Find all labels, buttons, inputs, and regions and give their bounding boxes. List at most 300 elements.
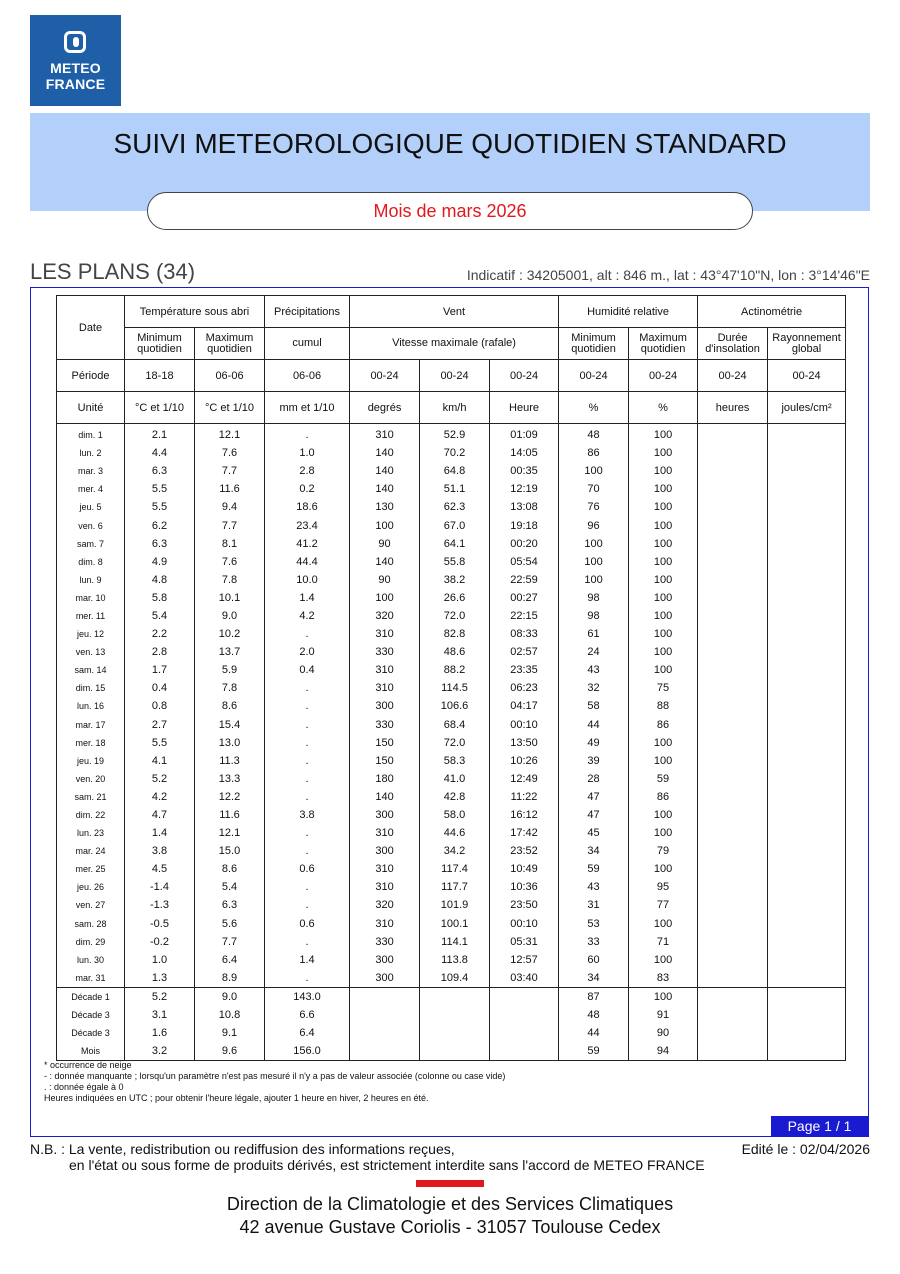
- table-row: [57, 607, 846, 625]
- table-cell: 3.8: [265, 806, 350, 824]
- table-cell: [768, 915, 846, 933]
- table-cell: 330: [350, 716, 420, 734]
- table-row: [57, 571, 846, 589]
- table-cell: 0.4: [265, 661, 350, 679]
- table-cell: 114.5: [420, 679, 490, 697]
- station-name: LES PLANS (34): [30, 259, 196, 284]
- table-cell: 1.4: [265, 589, 350, 607]
- table-cell: [768, 1006, 846, 1024]
- table-cell: 58.0: [420, 806, 490, 824]
- table-cell: 90: [350, 571, 420, 589]
- table-cell: 140: [350, 788, 420, 806]
- table-cell: 9.0: [195, 607, 265, 625]
- table-cell: 4.2: [265, 607, 350, 625]
- table-cell: 10.2: [195, 625, 265, 643]
- table-cell: [698, 1006, 768, 1024]
- table-cell: 100: [629, 498, 698, 516]
- table-cell: [768, 788, 846, 806]
- table-cell: 100: [629, 734, 698, 752]
- month-label: Mois de mars 2026: [147, 192, 753, 230]
- row-label: ven. 27: [57, 896, 125, 914]
- period-label: Période: [57, 360, 125, 392]
- row-label: sam. 14: [57, 661, 125, 679]
- table-cell: 8.9: [195, 969, 265, 988]
- table-cell: 11.6: [195, 480, 265, 498]
- table-row: [57, 444, 846, 462]
- table-cell: 12.1: [195, 824, 265, 842]
- table-row: [57, 951, 846, 969]
- table-cell: 117.7: [420, 878, 490, 896]
- page-title: SUIVI METEOROLOGIQUE QUOTIDIEN STANDARD: [113, 128, 787, 159]
- table-cell: 13.3: [195, 770, 265, 788]
- table-cell: [698, 788, 768, 806]
- row-label: sam. 7: [57, 535, 125, 553]
- period-cell: 18-18: [125, 360, 195, 392]
- table-cell: [768, 824, 846, 842]
- table-cell: 18.6: [265, 498, 350, 516]
- row-label: mar. 3: [57, 462, 125, 480]
- table-cell: 180: [350, 770, 420, 788]
- table-row: [57, 625, 846, 643]
- table-cell: 55.8: [420, 553, 490, 571]
- row-label: dim. 29: [57, 933, 125, 951]
- subheader-temp-max: Maximum quotidien: [195, 328, 265, 360]
- table-cell: [768, 987, 846, 1006]
- table-cell: 100: [559, 571, 629, 589]
- table-cell: 2.7: [125, 716, 195, 734]
- table-row: [57, 535, 846, 553]
- table-cell: 13.0: [195, 734, 265, 752]
- table-cell: 100: [629, 643, 698, 661]
- table-cell: 13.7: [195, 643, 265, 661]
- table-cell: 12.2: [195, 788, 265, 806]
- row-label: sam. 28: [57, 915, 125, 933]
- row-label: ven. 6: [57, 516, 125, 534]
- table-cell: 7.7: [195, 462, 265, 480]
- table-cell: .: [265, 933, 350, 951]
- table-cell: 320: [350, 607, 420, 625]
- table-cell: 75: [629, 679, 698, 697]
- table-cell: 100: [559, 553, 629, 571]
- row-label: lun. 30: [57, 951, 125, 969]
- table-cell: 100: [629, 589, 698, 607]
- subheader-precip-cumul: cumul: [265, 328, 350, 360]
- table-row: [57, 697, 846, 715]
- table-cell: [698, 1024, 768, 1042]
- table-cell: 330: [350, 643, 420, 661]
- row-label: lun. 16: [57, 697, 125, 715]
- table-cell: 06:23: [490, 679, 559, 697]
- table-cell: .: [265, 625, 350, 643]
- red-divider: [416, 1180, 484, 1187]
- table-cell: 143.0: [265, 987, 350, 1006]
- table-cell: [490, 987, 559, 1006]
- table-cell: 38.2: [420, 571, 490, 589]
- table-cell: 9.4: [195, 498, 265, 516]
- table-cell: 62.3: [420, 498, 490, 516]
- table-cell: 310: [350, 878, 420, 896]
- table-cell: [350, 1024, 420, 1042]
- table-cell: 100: [629, 444, 698, 462]
- table-cell: 44.4: [265, 553, 350, 571]
- table-cell: 6.4: [265, 1024, 350, 1042]
- table-cell: 1.0: [265, 444, 350, 462]
- table-cell: 22:15: [490, 607, 559, 625]
- table-cell: [768, 589, 846, 607]
- period-cell: 06-06: [265, 360, 350, 392]
- table-cell: [768, 969, 846, 988]
- table-cell: 7.6: [195, 553, 265, 571]
- table-cell: 01:09: [490, 426, 559, 444]
- row-label: ven. 20: [57, 770, 125, 788]
- table-cell: .: [265, 824, 350, 842]
- table-cell: 3.1: [125, 1006, 195, 1024]
- subheader-hum-max: Maximum quotidien: [629, 328, 698, 360]
- table-cell: 310: [350, 625, 420, 643]
- table-cell: 310: [350, 860, 420, 878]
- table-cell: 4.1: [125, 752, 195, 770]
- table-cell: [768, 842, 846, 860]
- table-cell: 4.8: [125, 571, 195, 589]
- table-cell: [768, 752, 846, 770]
- table-cell: 1.7: [125, 661, 195, 679]
- table-cell: 1.3: [125, 969, 195, 988]
- table-cell: 5.9: [195, 661, 265, 679]
- table-cell: [698, 607, 768, 625]
- table-cell: 2.1: [125, 426, 195, 444]
- table-cell: [768, 951, 846, 969]
- row-label: sam. 21: [57, 788, 125, 806]
- table-cell: 48: [559, 426, 629, 444]
- table-cell: 23:35: [490, 661, 559, 679]
- table-row: [57, 752, 846, 770]
- table-cell: 12:19: [490, 480, 559, 498]
- table-cell: 100: [629, 806, 698, 824]
- period-cell: 00-24: [698, 360, 768, 392]
- table-cell: 114.1: [420, 933, 490, 951]
- table-cell: 1.6: [125, 1024, 195, 1042]
- meteo-france-logo: [30, 15, 121, 106]
- table-cell: 64.8: [420, 462, 490, 480]
- table-cell: 15.4: [195, 716, 265, 734]
- table-cell: 48: [559, 1006, 629, 1024]
- table-cell: 7.8: [195, 571, 265, 589]
- table-cell: [350, 987, 420, 1006]
- unit-cell: %: [629, 392, 698, 424]
- table-cell: 71: [629, 933, 698, 951]
- table-cell: 100: [629, 607, 698, 625]
- table-cell: 70: [559, 480, 629, 498]
- table-cell: 5.4: [125, 607, 195, 625]
- table-cell: 100: [629, 571, 698, 589]
- table-row: [57, 553, 846, 571]
- table-cell: 22:59: [490, 571, 559, 589]
- table-cell: .: [265, 842, 350, 860]
- table-cell: [698, 480, 768, 498]
- table-cell: 8.1: [195, 535, 265, 553]
- table-cell: 86: [629, 788, 698, 806]
- table-cell: 100: [629, 915, 698, 933]
- table-cell: [768, 661, 846, 679]
- table-cell: 72.0: [420, 734, 490, 752]
- table-cell: 12:57: [490, 951, 559, 969]
- period-row: [57, 360, 846, 392]
- table-cell: 9.6: [195, 1042, 265, 1061]
- table-cell: 08:33: [490, 625, 559, 643]
- table-cell: -1.4: [125, 878, 195, 896]
- table-cell: 68.4: [420, 716, 490, 734]
- table-cell: 23:52: [490, 842, 559, 860]
- table-cell: 59: [559, 860, 629, 878]
- table-cell: 5.8: [125, 589, 195, 607]
- table-cell: 34.2: [420, 842, 490, 860]
- table-cell: .: [265, 896, 350, 914]
- table-cell: [768, 679, 846, 697]
- table-row: [57, 480, 846, 498]
- direction-address: 42 avenue Gustave Coriolis - 31057 Toulouse Cedex: [239, 1217, 661, 1237]
- table-cell: 100: [629, 480, 698, 498]
- table-cell: 12.1: [195, 426, 265, 444]
- table-cell: 47: [559, 788, 629, 806]
- table-cell: 98: [559, 589, 629, 607]
- row-label: mar. 17: [57, 716, 125, 734]
- table-cell: 5.5: [125, 498, 195, 516]
- table-cell: 00:10: [490, 915, 559, 933]
- table-cell: [698, 752, 768, 770]
- table-cell: 05:54: [490, 553, 559, 571]
- table-cell: [768, 860, 846, 878]
- table-cell: [420, 1024, 490, 1042]
- table-cell: 100: [629, 553, 698, 571]
- table-cell: 150: [350, 734, 420, 752]
- table-cell: 87: [559, 987, 629, 1006]
- row-label: mer. 18: [57, 734, 125, 752]
- nb-notice-line2: en l'état ou sous forme de produits dérivés, est strictement interdite sans l'accord de METEO FRANCE: [69, 1157, 705, 1173]
- table-cell: 140: [350, 444, 420, 462]
- table-cell: [768, 498, 846, 516]
- table-row: [57, 643, 846, 661]
- table-cell: 1.4: [125, 824, 195, 842]
- table-cell: 00:20: [490, 535, 559, 553]
- table-cell: 100: [629, 860, 698, 878]
- table-cell: 300: [350, 842, 420, 860]
- period-cell: 00-24: [629, 360, 698, 392]
- table-cell: [350, 1042, 420, 1061]
- table-cell: 100: [350, 589, 420, 607]
- table-cell: [698, 535, 768, 553]
- table-cell: 39: [559, 752, 629, 770]
- table-cell: 34: [559, 842, 629, 860]
- summary-row: [57, 1024, 846, 1042]
- logo-line2: FRANCE: [45, 76, 106, 92]
- row-label: dim. 15: [57, 679, 125, 697]
- table-cell: 26.6: [420, 589, 490, 607]
- notes: [44, 1060, 505, 1104]
- table-cell: 100: [629, 661, 698, 679]
- table-cell: 6.2: [125, 516, 195, 534]
- table-cell: 8.6: [195, 697, 265, 715]
- table-cell: [698, 1042, 768, 1061]
- table-cell: [768, 1042, 846, 1061]
- table-cell: [350, 1006, 420, 1024]
- actinometry-header: Actinométrie: [698, 296, 846, 328]
- table-cell: [768, 716, 846, 734]
- table-cell: 04:17: [490, 697, 559, 715]
- table-cell: 47: [559, 806, 629, 824]
- humidity-header: Humidité relative: [559, 296, 698, 328]
- table-cell: 45: [559, 824, 629, 842]
- table-cell: 79: [629, 842, 698, 860]
- table-cell: [698, 697, 768, 715]
- table-row: [57, 679, 846, 697]
- subheader-hum-min: Minimum quotidien: [559, 328, 629, 360]
- table-cell: 88.2: [420, 661, 490, 679]
- table-cell: 4.9: [125, 553, 195, 571]
- subheader-temp-min: Minimum quotidien: [125, 328, 195, 360]
- table-cell: 91: [629, 1006, 698, 1024]
- table-cell: 52.9: [420, 426, 490, 444]
- table-cell: [698, 878, 768, 896]
- table-row: [57, 933, 846, 951]
- table-cell: 60: [559, 951, 629, 969]
- table-cell: 12:49: [490, 770, 559, 788]
- table-cell: 44: [559, 1024, 629, 1042]
- row-label: jeu. 26: [57, 878, 125, 896]
- table-row: [57, 498, 846, 516]
- table-cell: 14:05: [490, 444, 559, 462]
- station-info: Indicatif : 34205001, alt : 846 m., lat : 43°47'10"N, lon : 3°14'46"E: [466, 267, 870, 283]
- table-cell: 310: [350, 915, 420, 933]
- table-cell: 76: [559, 498, 629, 516]
- table-cell: 23:50: [490, 896, 559, 914]
- table-cell: [698, 661, 768, 679]
- table-cell: [768, 806, 846, 824]
- table-cell: [768, 480, 846, 498]
- table-cell: 00:35: [490, 462, 559, 480]
- table-row: [57, 716, 846, 734]
- table-cell: [768, 878, 846, 896]
- table-cell: 53: [559, 915, 629, 933]
- table-cell: -0.2: [125, 933, 195, 951]
- table-cell: 5.2: [125, 770, 195, 788]
- table-cell: .: [265, 878, 350, 896]
- table-cell: 43: [559, 661, 629, 679]
- unit-label: Unité: [57, 392, 125, 424]
- table-cell: 1.4: [265, 951, 350, 969]
- table-cell: 310: [350, 824, 420, 842]
- row-label: ven. 13: [57, 643, 125, 661]
- climate-table: [56, 295, 846, 1061]
- table-cell: .: [265, 734, 350, 752]
- period-cell: 00-24: [350, 360, 420, 392]
- row-label: Décade 1: [57, 987, 125, 1006]
- table-cell: 41.2: [265, 535, 350, 553]
- row-label: mer. 11: [57, 607, 125, 625]
- table-cell: 10:49: [490, 860, 559, 878]
- period-cell: 00-24: [420, 360, 490, 392]
- table-cell: 6.4: [195, 951, 265, 969]
- table-cell: 72.0: [420, 607, 490, 625]
- table-cell: [698, 842, 768, 860]
- table-cell: 59: [629, 770, 698, 788]
- table-row: [57, 824, 846, 842]
- table-cell: [490, 1042, 559, 1061]
- table-cell: .: [265, 788, 350, 806]
- table-cell: 58.3: [420, 752, 490, 770]
- table-cell: [768, 462, 846, 480]
- row-label: mar. 31: [57, 969, 125, 988]
- table-cell: 95: [629, 878, 698, 896]
- unit-cell: heures: [698, 392, 768, 424]
- table-cell: 7.6: [195, 444, 265, 462]
- unit-cell: mm et 1/10: [265, 392, 350, 424]
- table-cell: 77: [629, 896, 698, 914]
- unit-row: [57, 392, 846, 424]
- table-cell: [698, 860, 768, 878]
- table-cell: [698, 516, 768, 534]
- table-cell: 11.3: [195, 752, 265, 770]
- table-cell: 10:26: [490, 752, 559, 770]
- table-cell: 113.8: [420, 951, 490, 969]
- table-cell: [698, 933, 768, 951]
- row-label: jeu. 5: [57, 498, 125, 516]
- table-cell: [768, 553, 846, 571]
- direction-name: Direction de la Climatologie et des Services Climatiques: [226, 1194, 674, 1214]
- table-cell: 300: [350, 969, 420, 988]
- summary-row: [57, 1006, 846, 1024]
- table-cell: 8.6: [195, 860, 265, 878]
- table-cell: 3.8: [125, 842, 195, 860]
- table-cell: 15.0: [195, 842, 265, 860]
- table-cell: 23.4: [265, 516, 350, 534]
- table-cell: 4.4: [125, 444, 195, 462]
- table-cell: 310: [350, 426, 420, 444]
- table-cell: 64.1: [420, 535, 490, 553]
- table-cell: 1.0: [125, 951, 195, 969]
- summary-row: [57, 1042, 846, 1061]
- unit-cell: °C et 1/10: [125, 392, 195, 424]
- table-cell: 83: [629, 969, 698, 988]
- table-cell: 33: [559, 933, 629, 951]
- row-label: jeu. 19: [57, 752, 125, 770]
- table-cell: 44: [559, 716, 629, 734]
- table-cell: 13:50: [490, 734, 559, 752]
- table-row: [57, 770, 846, 788]
- table-row: [57, 915, 846, 933]
- table-cell: 100: [629, 824, 698, 842]
- table-cell: .: [265, 426, 350, 444]
- table-cell: 49: [559, 734, 629, 752]
- unit-cell: °C et 1/10: [195, 392, 265, 424]
- table-cell: 0.6: [265, 915, 350, 933]
- table-cell: [698, 643, 768, 661]
- table-cell: 2.8: [125, 643, 195, 661]
- table-cell: [768, 734, 846, 752]
- table-row: [57, 806, 846, 824]
- table-cell: [698, 896, 768, 914]
- table-cell: 0.6: [265, 860, 350, 878]
- table-cell: [698, 824, 768, 842]
- table-row: [57, 426, 846, 444]
- table-cell: 9.0: [195, 987, 265, 1006]
- table-cell: [768, 933, 846, 951]
- row-label: lun. 23: [57, 824, 125, 842]
- row-label: lun. 2: [57, 444, 125, 462]
- table-cell: 94: [629, 1042, 698, 1061]
- table-cell: 100: [350, 516, 420, 534]
- table-cell: 11.6: [195, 806, 265, 824]
- table-cell: 00:10: [490, 716, 559, 734]
